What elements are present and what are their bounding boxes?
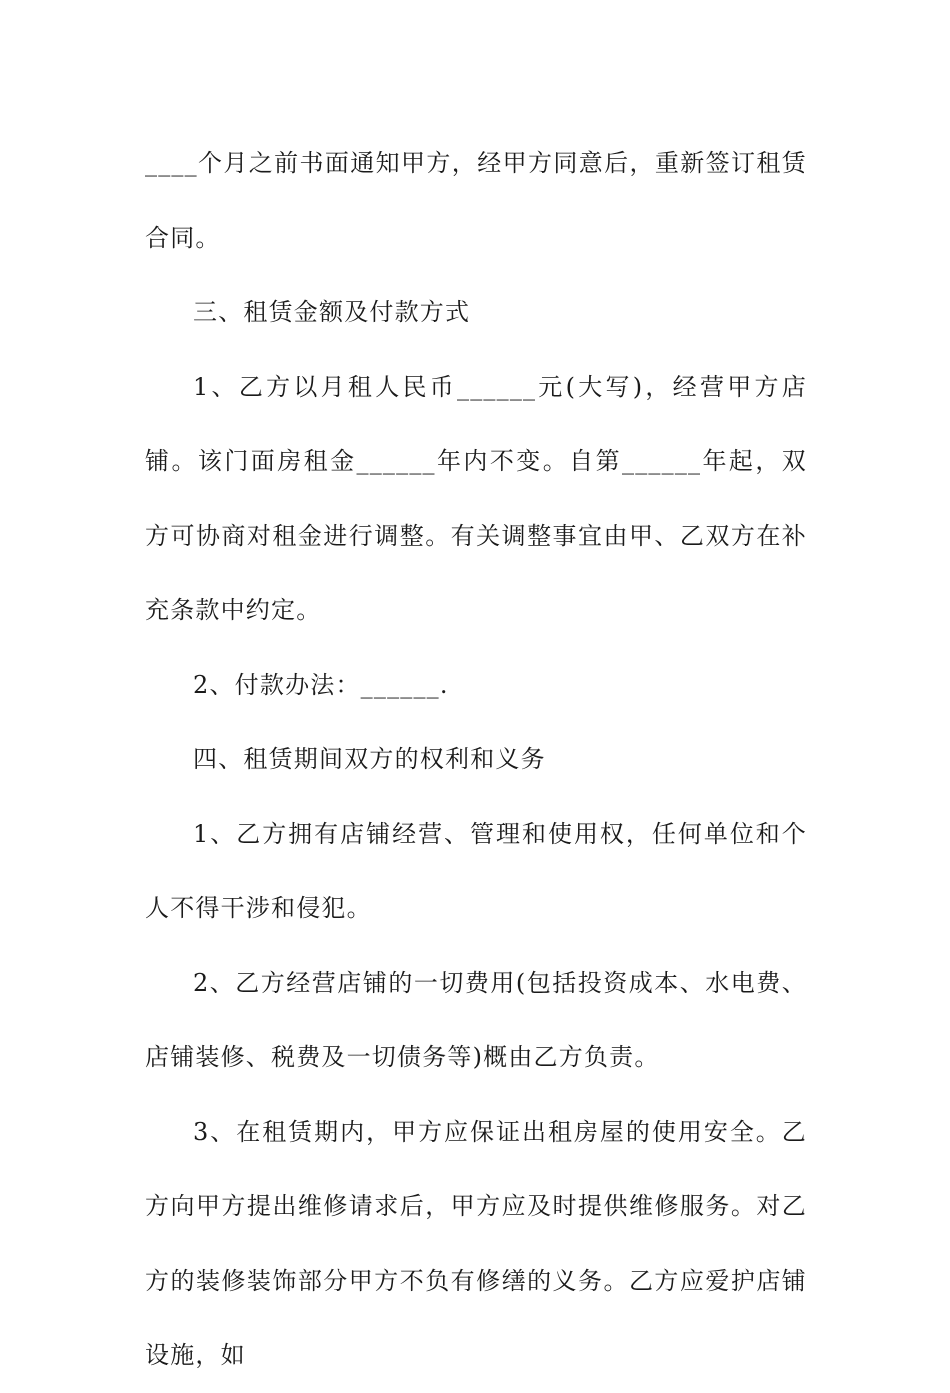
section-heading-rent-amount: 三、租赁金额及付款方式 — [193, 298, 471, 326]
paragraph-rights-clause-1: 1、乙方拥有店铺经营、管理和使用权，任何单位和个人不得干涉和侵犯。 — [145, 819, 807, 922]
paragraph-continuation: ____个月之前书面通知甲方，经甲方同意后，重新签订租赁合同。 — [145, 149, 807, 252]
paragraph-rights-clause-3: 3、在租赁期内，甲方应保证出租房屋的使用安全。乙方向甲方提出维修请求后，甲方应及时提供维修服务。对乙方的装修装饰部分甲方不负有修缮的义务。乙方应爱护店铺设施，如 — [145, 1117, 807, 1369]
section-heading-rights-obligations: 四、租赁期间双方的权利和义务 — [193, 745, 546, 773]
paragraph-payment-method: 2、付款办法：______. — [193, 670, 449, 699]
document-body — [145, 126, 807, 1393]
paragraph-rent-clause-1: 1、乙方以月租人民币______元(大写)，经营甲方店铺。该门面房租金______年内不变。自第______年起，双方可协商对租金进行调整。有关调整事宜由甲、乙双方在补充条款中约定。 — [145, 372, 807, 624]
paragraph-rights-clause-2: 2、乙方经营店铺的一切费用(包括投资成本、水电费、店铺装修、税费及一切债务等)概由乙方负责。 — [145, 968, 807, 1071]
